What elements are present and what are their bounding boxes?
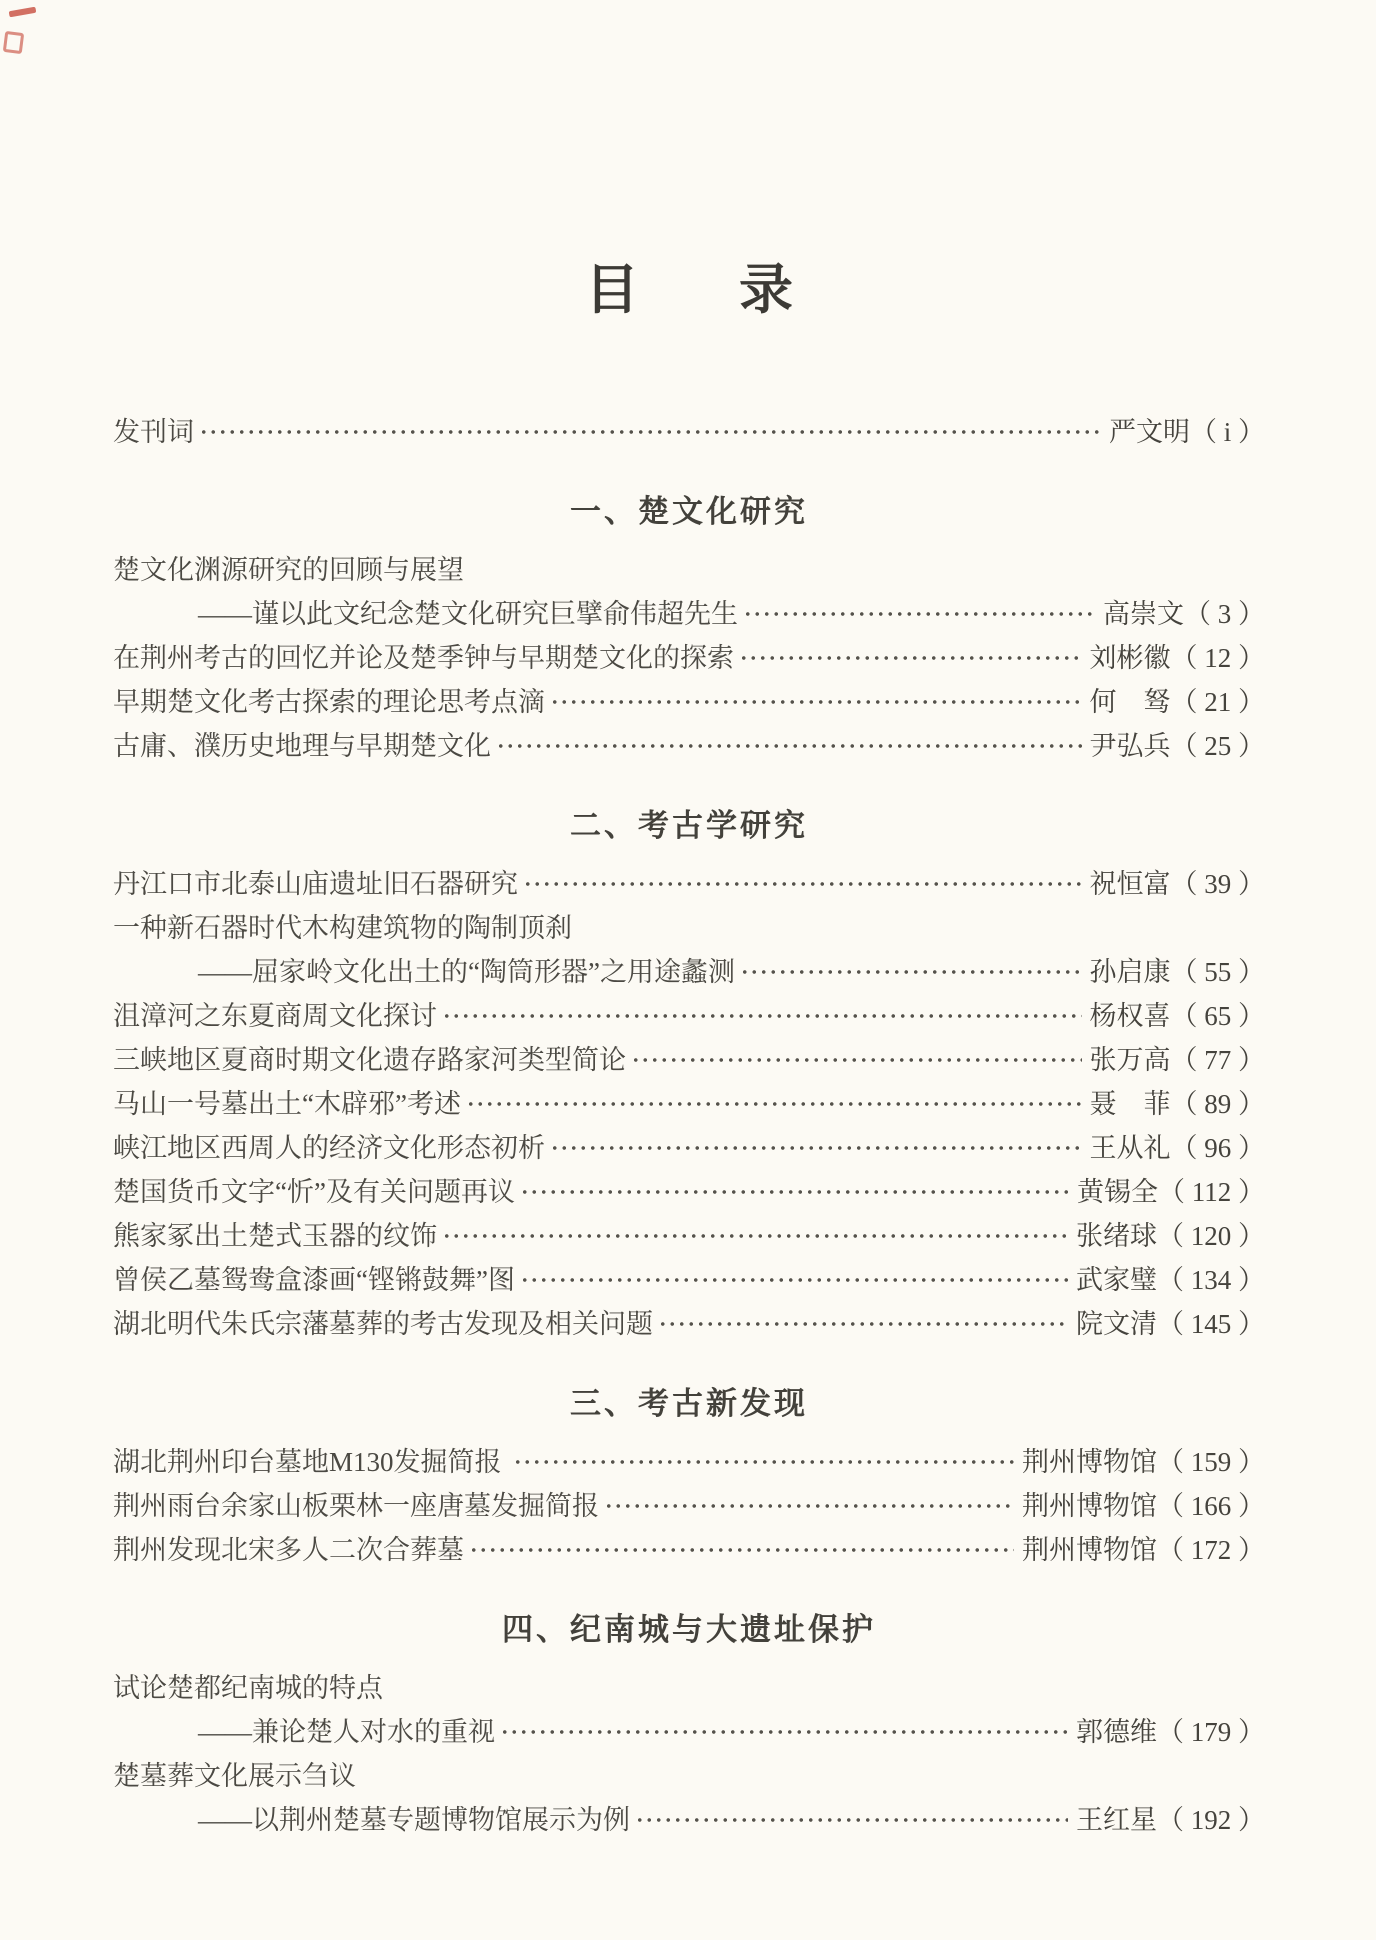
entry-author: 高崇文 xyxy=(1103,599,1184,629)
entry-title: 峡江地区西周人的经济文化形态初析 xyxy=(113,1133,545,1163)
entry-page: （ 77 ） xyxy=(1170,1045,1265,1075)
toc-entry xyxy=(113,1484,1265,1528)
entry-page: （ 89 ） xyxy=(1170,1089,1265,1119)
toc-entry xyxy=(113,724,1265,768)
dot-leader xyxy=(550,1126,1082,1170)
toc-entry xyxy=(113,862,1265,906)
dot-leader xyxy=(631,1038,1082,1082)
entry-page: （ 3 ） xyxy=(1184,599,1265,629)
entry-page: （ i ） xyxy=(1189,417,1265,447)
entry-author: 院文清 xyxy=(1076,1309,1157,1339)
entry-author: 孙启康 xyxy=(1089,957,1171,987)
dot-leader xyxy=(513,1440,1014,1484)
entry-title: 湖北明代朱氏宗藩墓葬的考古发现及相关问题 xyxy=(113,1309,653,1339)
entry-subtitle: ——屈家岭文化出土的“陶筒形器”之用途蠡测 xyxy=(198,957,735,987)
section-heading-4: 四、纪南城与大遗址保护 xyxy=(502,1612,876,1648)
dot-leader xyxy=(199,410,1101,454)
entry-title: 湖北荆州印台墓地M130发掘简报 xyxy=(113,1447,509,1477)
entry-subtitle: ——谨以此文纪念楚文化研究巨擘俞伟超先生 xyxy=(198,599,738,629)
dot-leader xyxy=(604,1484,1014,1528)
dot-leader xyxy=(500,1710,1068,1754)
entry-author: 黄锡全 xyxy=(1077,1177,1158,1207)
entry-page: （ 96 ） xyxy=(1170,1133,1265,1163)
entry-page: （ 65 ） xyxy=(1170,1001,1265,1031)
dot-leader xyxy=(743,592,1095,636)
entry-author: 张万高 xyxy=(1089,1045,1171,1075)
entry-title: 楚墓葬文化展示刍议 xyxy=(113,1761,356,1791)
entry-author: 严文明 xyxy=(1108,417,1190,447)
entry-title: 试论楚都纪南城的特点 xyxy=(113,1673,383,1703)
entry-title: 楚文化渊源研究的回顾与展望 xyxy=(113,555,464,585)
toc-entry xyxy=(113,950,1265,994)
toc-entry xyxy=(113,1798,1265,1842)
entry-title: 荆州发现北宋多人二次合葬墓 xyxy=(113,1535,464,1565)
entry-title: 荆州雨台余家山板栗林一座唐墓发掘简报 xyxy=(113,1491,599,1521)
entry-page: （ 145 ） xyxy=(1157,1309,1265,1339)
entry-title: 古庸、濮历史地理与早期楚文化 xyxy=(113,731,491,761)
entry-page: （ 55 ） xyxy=(1170,957,1265,987)
toc-entry xyxy=(113,1754,1265,1798)
page-title xyxy=(113,262,1265,318)
toc-entry xyxy=(113,1710,1265,1754)
title-spacer xyxy=(639,262,739,263)
page-title-char: 目 xyxy=(585,260,639,320)
entry-author: 刘彬徽 xyxy=(1089,643,1171,673)
dot-leader xyxy=(550,680,1082,724)
entry-author: 聂 菲 xyxy=(1089,1089,1171,1119)
entry-author: 荆州博物馆 xyxy=(1022,1447,1157,1477)
entry-title: 曾侯乙墓鸳鸯盒漆画“铿锵鼓舞”图 xyxy=(113,1265,515,1295)
entry-author: 荆州博物馆 xyxy=(1022,1491,1157,1521)
toc-entry xyxy=(113,1038,1265,1082)
entry-title: 马山一号墓出土“木辟邪”考述 xyxy=(113,1089,461,1119)
toc-entry xyxy=(113,1214,1265,1258)
entry-title: 熊家冢出土楚式玉器的纹饰 xyxy=(113,1221,437,1251)
dot-leader xyxy=(469,1528,1014,1572)
toc-entry xyxy=(113,1528,1265,1572)
entry-page: （ 166 ） xyxy=(1157,1491,1265,1521)
entry-author: 祝恒富 xyxy=(1089,869,1171,899)
toc-entry xyxy=(113,592,1265,636)
section-heading-1: 一、楚文化研究 xyxy=(570,494,808,530)
dot-leader xyxy=(658,1302,1068,1346)
dot-leader xyxy=(523,862,1082,906)
toc-entry xyxy=(113,1666,1265,1710)
entry-page: （ 39 ） xyxy=(1170,869,1265,899)
entry-page: （ 134 ） xyxy=(1157,1265,1265,1295)
entry-title: 早期楚文化考古探索的理论思考点滴 xyxy=(113,687,545,717)
entry-page: （ 192 ） xyxy=(1157,1805,1265,1835)
entry-page: （ 25 ） xyxy=(1170,731,1265,761)
red-scan-artifact xyxy=(3,31,24,54)
dot-leader xyxy=(520,1170,1069,1214)
entry-page: （ 159 ） xyxy=(1157,1447,1265,1477)
toc-entry xyxy=(113,994,1265,1038)
dot-leader xyxy=(442,994,1082,1038)
entry-title: 三峡地区夏商时期文化遗存路家河类型简论 xyxy=(113,1045,626,1075)
entry-author: 王从礼 xyxy=(1089,1133,1171,1163)
entry-author: 王红星 xyxy=(1076,1805,1157,1835)
entry-title: 楚国货币文字“忻”及有关问题再议 xyxy=(113,1177,515,1207)
toc-entry xyxy=(113,1440,1265,1484)
entry-author: 杨权喜 xyxy=(1089,1001,1171,1031)
dot-leader xyxy=(520,1258,1068,1302)
entry-title: 沮漳河之东夏商周文化探讨 xyxy=(113,1001,437,1031)
dot-leader xyxy=(496,724,1082,768)
toc-entry xyxy=(113,906,1265,950)
entry-page: （ 179 ） xyxy=(1157,1717,1265,1747)
entry-author: 张绪球 xyxy=(1076,1221,1157,1251)
entry-page: （ 12 ） xyxy=(1170,643,1265,673)
toc-entry-preface xyxy=(113,410,1265,454)
dot-leader xyxy=(442,1214,1068,1258)
entry-author: 郭德维 xyxy=(1076,1717,1157,1747)
toc-entry xyxy=(113,1082,1265,1126)
toc-entry xyxy=(113,548,1265,592)
entry-page: （ 120 ） xyxy=(1157,1221,1265,1251)
entry-page: （ 172 ） xyxy=(1157,1535,1265,1565)
toc-entry xyxy=(113,1258,1265,1302)
entry-author: 武家璧 xyxy=(1076,1265,1157,1295)
entry-title: 发刊词 xyxy=(113,417,194,447)
entry-page: （ 112 ） xyxy=(1158,1177,1265,1207)
section-heading-3: 三、考古新发现 xyxy=(570,1386,808,1422)
dot-leader xyxy=(740,950,1082,994)
entry-page: （ 21 ） xyxy=(1170,687,1265,717)
entry-title: 在荆州考古的回忆并论及楚季钟与早期楚文化的探索 xyxy=(113,643,734,673)
entry-author: 荆州博物馆 xyxy=(1022,1535,1157,1565)
entry-author: 尹弘兵 xyxy=(1089,731,1171,761)
dot-leader xyxy=(635,1798,1068,1842)
toc-entry xyxy=(113,1302,1265,1346)
entry-title: 一种新石器时代木构建筑物的陶制顶刹 xyxy=(113,913,572,943)
section-heading-2: 二、考古学研究 xyxy=(570,808,808,844)
toc-entry xyxy=(113,680,1265,724)
dot-leader xyxy=(466,1082,1082,1126)
entry-author: 何 驽 xyxy=(1089,687,1171,717)
dot-leader xyxy=(739,636,1082,680)
page-title-char: 录 xyxy=(739,260,793,320)
entry-title: 丹江口市北泰山庙遗址旧石器研究 xyxy=(113,869,518,899)
toc-entry xyxy=(113,1170,1265,1214)
entry-subtitle: ——以荆州楚墓专题博物馆展示为例 xyxy=(198,1805,630,1835)
entry-subtitle: ——兼论楚人对水的重视 xyxy=(198,1717,495,1747)
toc-entry xyxy=(113,636,1265,680)
toc-entry xyxy=(113,1126,1265,1170)
